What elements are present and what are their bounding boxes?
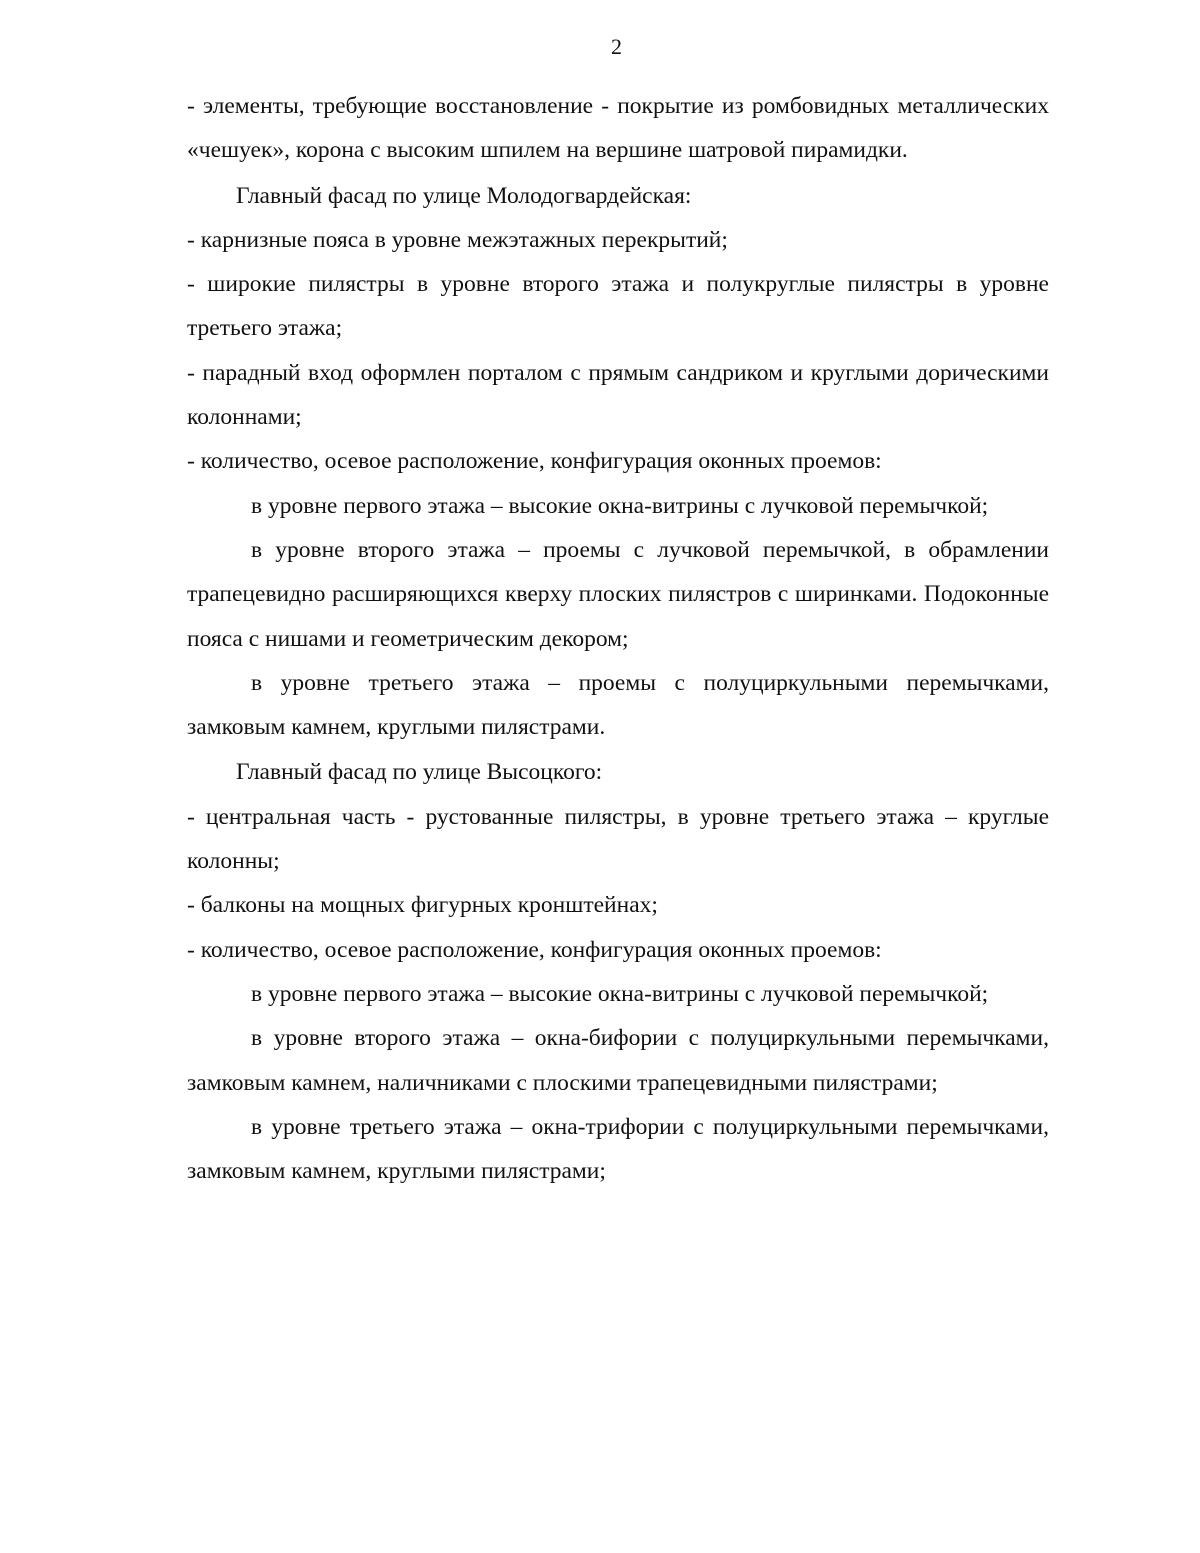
document-body: [187, 84, 1049, 1193]
paragraph-restoration-elements: - элементы, требующие восстановление - покрытие из ромбовидных металлических «чешуек», корона с высоким шпилем на вершине шатровой пирамидки.: [187, 93, 1049, 164]
list-item-balconies: - балконы на мощных фигурных кронштейнах;: [187, 892, 658, 919]
list-item-cornice-belts: - карнизные пояса в уровне межэтажных перекрытий;: [187, 226, 728, 253]
list-item-window-openings-2: - количество, осевое расположение, конфигурация оконных проемов:: [187, 936, 882, 963]
list-item-window-openings: - количество, осевое расположение, конфигурация оконных проемов:: [187, 448, 882, 475]
sub-item-first-floor-2: в уровне первого этажа – высокие окна-витрины с лучковой перемычкой;: [251, 980, 989, 1007]
list-item-main-entrance: - парадный вход оформлен порталом с прямым сандриком и круглыми дорическими колоннами;: [187, 359, 1049, 431]
sub-item-third-floor: в уровне третьего этажа – проемы с полуциркульными перемычками, замковым камнем, круглыми пилястрами.: [187, 669, 1049, 741]
sub-item-first-floor: в уровне первого этажа – высокие окна-витрины с лучковой перемычкой;: [251, 492, 989, 519]
list-item-pilasters: - широкие пилястры в уровне второго этажа и полукруглые пилястры в уровне третьего этажа;: [187, 271, 1049, 342]
sub-item-third-floor-2: в уровне третьего этажа – окна-трифории с полуциркульными перемычками, замковым камнем, круглыми пилястрами;: [187, 1113, 1049, 1185]
page-number: 2: [611, 34, 622, 59]
sub-item-second-floor-2: в уровне второго этажа – окна-бифории с полуциркульными перемычками, замковым камнем, наличниками с плоскими трапецевидными пилястрами;: [187, 1025, 1049, 1096]
sub-item-second-floor: в уровне второго этажа – проемы с лучковой перемычкой, в обрамлении трапецевидно расширяющихся кверху плоских пилястров с ширинками. Подоконные пояса с нишами и геометрическим декором;: [187, 536, 1049, 652]
list-item-central-part: - центральная часть - рустованные пилястры, в уровне третьего этажа – круглые колонны;: [187, 803, 1049, 875]
heading-vysotskogo-facade: Главный фасад по улице Высоцкого:: [236, 759, 603, 786]
heading-molodogvardeyskaya-facade: Главный фасад по улице Молодогвардейская:: [236, 182, 692, 209]
